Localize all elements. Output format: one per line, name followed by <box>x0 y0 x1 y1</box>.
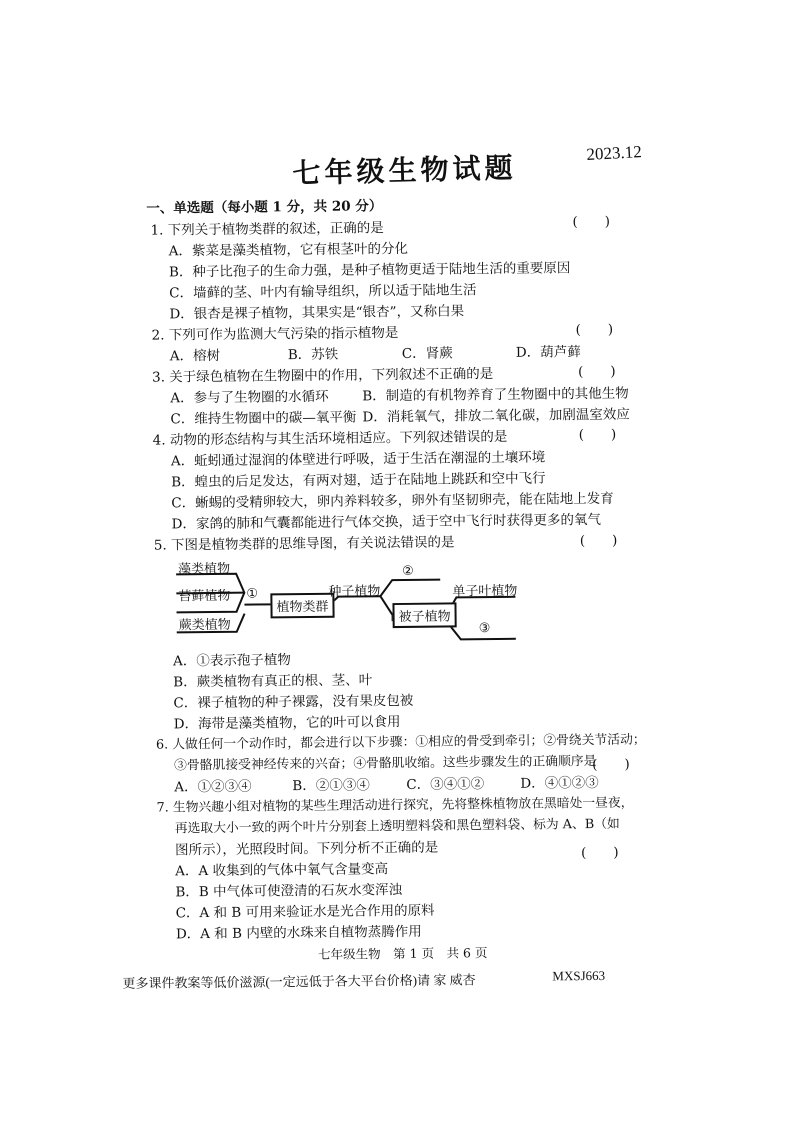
question-6-stem-line-2: ③骨骼肌接受神经传来的兴奋；④骨骼肌收缩。这些步骤发生的正确顺序是 <box>174 753 596 775</box>
question-3-option-d: D．消耗氧气，排放二氧化碳，加剧温室效应 <box>362 406 630 427</box>
question-5-stem: 5. 下图是植物类群的思维导图，有关说法错误的是 <box>154 533 455 554</box>
exam-date: 2023.12 <box>586 142 642 165</box>
mindmap-mark-1: ① <box>246 586 258 601</box>
question-3-option-b: B．制造的有机物养育了生物圈中的其他生物 <box>362 385 629 406</box>
question-5-answer-blank[interactable]: ( ) <box>580 529 618 549</box>
mindmap-seed-plants: 种子植物 <box>328 580 380 600</box>
question-2-option-d: D．葫芦藓 <box>516 343 581 362</box>
question-3-stem: 3. 关于绿色植物在生物圈中的作用，下列叙述不正确的是 <box>152 365 493 387</box>
question-5-option-a: A．①表示孢子植物 <box>173 651 291 670</box>
question-4-answer-blank[interactable]: ( ) <box>579 423 617 443</box>
question-1-stem: 1. 下列关于植物类群的叙述，正确的是 <box>150 219 383 239</box>
question-1-answer-blank[interactable]: ( ) <box>572 210 610 230</box>
question-2-option-c: C．肾蕨 <box>402 344 453 363</box>
question-5-option-b: B．蕨类植物有真正的根、茎、叶 <box>173 671 372 691</box>
question-4-option-a: A．蚯蚓通过湿润的体壁进行呼吸，适于生活在潮湿的土壤环境 <box>171 448 545 470</box>
question-6-option-a: A．①②③④ <box>174 778 251 797</box>
question-5-option-c: C．裸子植物的种子裸露，没有果皮包被 <box>173 692 413 713</box>
mindmap-angiosperm-box: 被子植物 <box>392 602 456 628</box>
question-7-option-b: B．B 中气体可使澄清的石灰水变浑浊 <box>175 881 402 901</box>
question-3-answer-blank[interactable]: ( ) <box>578 360 616 380</box>
question-7-stem-line-2: 再选取大小一致的两个叶片分别套上透明塑料袋和黑色塑料袋、标为 A、B（如 <box>175 816 620 839</box>
question-7-option-c: C．A 和 B 可用来验证水是光合作用的原料 <box>176 902 435 923</box>
mindmap-mark-3: ③ <box>479 621 491 636</box>
question-1-option-d: D．银杏是裸子植物，其果实是“银杏”，又称白果 <box>169 302 464 323</box>
question-2-option-a: A．榕树 <box>170 347 220 366</box>
page-title: 七年级生物试题 <box>292 146 517 192</box>
question-6-option-c: C．③④①② <box>406 775 484 794</box>
question-1-option-a: A．紫菜是藻类植物，它有根茎叶的分化 <box>169 240 408 261</box>
question-4-stem: 4. 动物的形态结构与其生活环境相适应。下列叙述错误的是 <box>153 428 508 450</box>
section-heading: 一、单选题（每小题 1 分，共 20 分） <box>146 194 382 216</box>
mindmap-bryophytes: 苔藓植物 <box>178 585 230 605</box>
question-6-option-b: B．②①③④ <box>292 776 370 795</box>
question-7-stem-line-1: 7. 生物兴趣小组对植物的某些生理活动进行探究，先将整株植物放在黑暗处一昼夜， <box>156 795 633 818</box>
question-3-option-a: A．参与了生物圈的水循环 <box>170 388 328 408</box>
question-2-option-b: B．苏铁 <box>288 346 339 365</box>
question-2-answer-blank[interactable]: ( ) <box>575 318 613 338</box>
plant-groups-mindmap <box>0 0 788 4</box>
question-1-option-b: B．种子比孢子的生命力强，是种子植物更适于陆地生活的重要原因 <box>169 259 571 281</box>
question-1-option-c: C．墙藓的茎、叶内有输导组织，所以适于陆地生活 <box>169 281 477 302</box>
question-4-option-c: C．蜥蜴的受精卵较大，卵内养料较多，卵外有坚韧卵壳，能在陆地上发育 <box>171 490 614 513</box>
question-6-answer-blank[interactable]: ( ) <box>592 753 630 773</box>
mindmap-monocots: 单子叶植物 <box>452 580 517 600</box>
question-7-option-a: A．A 收集到的气体中氧气含量变高 <box>175 860 388 880</box>
question-2-stem: 2. 下列可作为监测大气污染的指示植物是 <box>152 324 399 345</box>
promo-line: 更多课件教案等低价滋源(一定远低于各大平台价格)请 家 威杏 <box>122 969 475 992</box>
mindmap-center-box: 植物类群 <box>270 593 334 619</box>
question-3-option-c: C．维持生物圈中的碳—氧平衡 <box>170 408 356 428</box>
mindmap-algae: 藻类植物 <box>178 558 230 578</box>
question-4-option-d: D．家鸽的肺和气囊都能进行气体交换，适于空中飞行时获得更多的氧气 <box>172 511 601 533</box>
mindmap-mark-2: ② <box>402 564 414 579</box>
question-4-option-b: B．蝗虫的后足发达，有两对翅，适于在陆地上跳跃和空中飞行 <box>171 469 546 491</box>
mindmap-ferns: 蕨类植物 <box>179 614 231 634</box>
promo-code: MXSJ663 <box>552 968 605 985</box>
question-7-option-d: D．A 和 B 内壁的水珠来自植物蒸腾作用 <box>176 923 422 944</box>
question-7-stem-line-3: 图所示），光照段时间。下列分析不正确的是 <box>175 839 438 860</box>
page-number: 七年级生物 第 1 页 共 6 页 <box>318 943 487 963</box>
question-5-option-d: D．海带是藻类植物，它的叶可以食用 <box>174 713 401 733</box>
question-6-stem-line-1: 6. 人做任何一个动作时，都会进行以下步骤：①相应的骨受到牵引；②骨绕关节活动； <box>156 731 646 754</box>
question-6-option-d: D．④①②③ <box>520 774 599 793</box>
question-7-answer-blank[interactable]: ( ) <box>581 841 619 861</box>
